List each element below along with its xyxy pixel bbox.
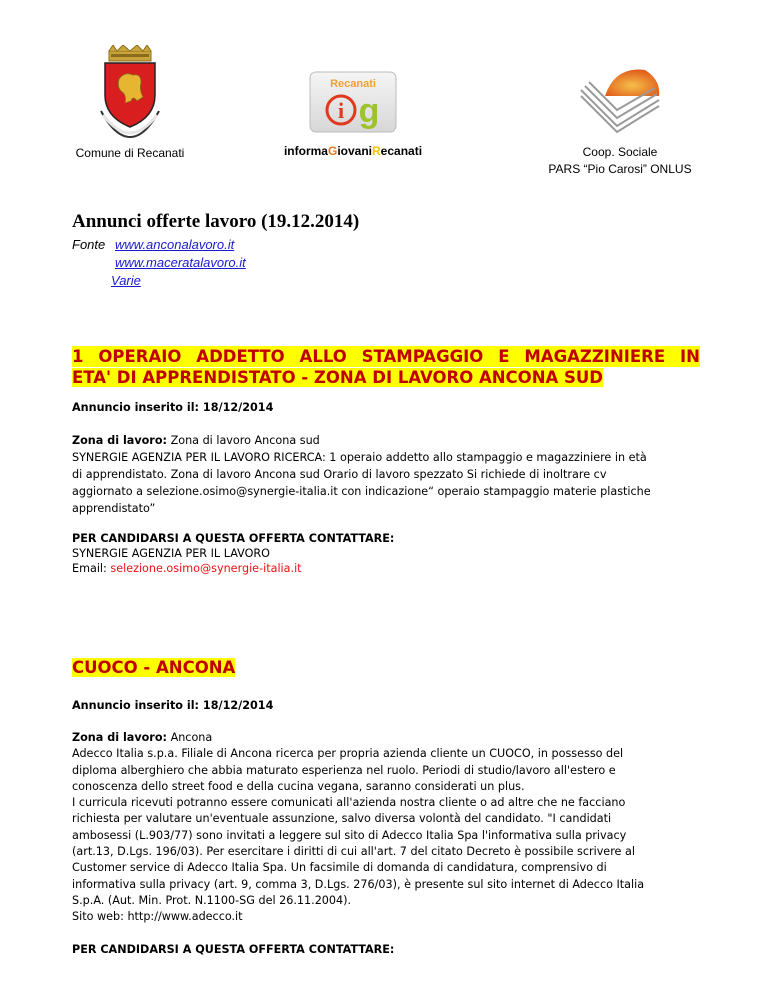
ad-1-contact bbox=[72, 531, 702, 576]
ad-2-body-line: (art.13, D.Lgs. 196/03). Per esercitare i diritti di cui all'art. 7 del citato Decreto è possibile scrivere al bbox=[72, 845, 635, 859]
coop-caption-line2: PARS “Pio Carosi” ONLUS bbox=[548, 162, 692, 176]
caption-part-r: R bbox=[372, 144, 381, 158]
informagiovani-logo-text: Recanati bbox=[330, 78, 376, 90]
coop-caption bbox=[520, 144, 720, 178]
ad-1-body-line: di apprendistato. Zona di lavoro Ancona sud Orario di lavoro spezzato Si richiede di inoltrare cv bbox=[72, 468, 607, 481]
ad-1-heading bbox=[72, 346, 702, 388]
caption-part-g: G bbox=[327, 144, 338, 158]
ad-2-apply-label: PER CANDIDARSI A QUESTA OFFERTA CONTATTARE: bbox=[72, 943, 395, 956]
caption-part-informa: informa bbox=[283, 144, 328, 158]
ad-2-body-line: diploma alberghiero che abbia maturato esperienza nel ruolo. Periodi di studio/lavoro all'estero e bbox=[72, 763, 616, 777]
ad-2-body-line: I curricula ricevuti potranno essere comunicati all'azienda nostra cliente o ad altre che ne facciano bbox=[72, 796, 626, 810]
source-link-anconalavoro[interactable]: www.anconalavoro.it bbox=[115, 237, 235, 252]
ad-1-zone-value: Zona di lavoro Ancona sud bbox=[170, 434, 320, 447]
source-label: Fonte bbox=[72, 237, 106, 252]
informagiovani-logo-icon bbox=[308, 70, 398, 134]
svg-text:g: g bbox=[358, 92, 380, 130]
ad-1-zone bbox=[72, 432, 702, 449]
ad-2-zone-value: Ancona bbox=[170, 731, 213, 744]
ad-1-body-line: SYNERGIE AGENZIA PER IL LAVORO RICERCA: 1 operaio addetto allo stampaggio e magazziniere in età bbox=[72, 451, 647, 464]
ad-1-apply-label: PER CANDIDARSI A QUESTA OFFERTA CONTATTARE: bbox=[72, 532, 395, 545]
coop-logo-icon bbox=[575, 60, 665, 136]
comune-crest-icon bbox=[95, 45, 165, 140]
ad-2-body-line: Sito web: http://www.adecco.it bbox=[72, 910, 243, 924]
ad-2-body-line: richiesta per valutare un'eventuale assunzione, salvo diversa volontà del candidato. "I candidati bbox=[72, 812, 612, 826]
ad-2-body-line: conoscenza dello street food e della cucina vegana, saranno considerati un plus. bbox=[72, 779, 525, 793]
informagiovani-caption bbox=[268, 144, 438, 158]
comune-caption: Comune di Recanati bbox=[75, 146, 185, 160]
ad-1-email-link[interactable]: selezione.osimo@synergie-italia.it bbox=[110, 562, 302, 575]
ad-2-body-line: Customer service di Adecco Italia Spa. Un facsimile di domanda di candidatura, comprensivo di bbox=[72, 861, 607, 875]
caption-part-iovani: iovani bbox=[337, 144, 372, 158]
source-link-varie[interactable]: Varie bbox=[111, 273, 141, 288]
page-title: Annunci offerte lavoro (19.12.2014) bbox=[72, 211, 360, 232]
ad-1-heading-line1: 1 OPERAIO ADDETTO ALLO STAMPAGGIO E MAGAZZINIERE IN bbox=[72, 347, 700, 366]
comune-logo-block bbox=[60, 45, 200, 160]
ad-1-contact-name: SYNERGIE AGENZIA PER IL LAVORO bbox=[72, 547, 270, 560]
ad-1-body-line: apprendistato” bbox=[72, 502, 156, 515]
ad-2-zone bbox=[72, 730, 702, 746]
caption-part-ecanati: ecanati bbox=[380, 144, 423, 158]
source-link-maceratalavoro[interactable]: www.maceratalavoro.it bbox=[115, 255, 246, 270]
ad-2-zone-label: Zona di lavoro: bbox=[72, 731, 167, 744]
ad-1-details bbox=[72, 432, 702, 517]
ad-1-body-line: aggiornato a selezione.osimo@synergie-italia.it con indicazione“ operaio stampaggio materie plastiche bbox=[72, 485, 651, 498]
ad-2-details bbox=[72, 730, 702, 926]
svg-text:i: i bbox=[337, 98, 345, 123]
ad-1 bbox=[72, 346, 702, 388]
ad-1-zone-label: Zona di lavoro: bbox=[72, 434, 167, 447]
source-block bbox=[72, 236, 372, 292]
ad-2-heading bbox=[72, 657, 702, 678]
ad-1-email-label: Email: bbox=[72, 562, 107, 575]
coop-caption-line1: Coop. Sociale bbox=[582, 145, 658, 159]
ad-2-body-line: S.p.A. (Aut. Min. Prot. N.1100-SG del 26.11.2004). bbox=[72, 893, 352, 907]
ad-1-email-row bbox=[72, 561, 702, 576]
informagiovani-logo-block bbox=[268, 70, 438, 158]
ad-1-posted: Annuncio inserito il: 18/12/2014 bbox=[72, 401, 274, 414]
ad-1-heading-line2: ETA' DI APPRENDISTATO - ZONA DI LAVORO ANCONA SUD bbox=[72, 368, 603, 387]
ad-2-body-line: informativa sulla privacy (art. 9, comma 3, D.Lgs. 276/03), è presente sul sito internet di Adecco Italia bbox=[72, 877, 645, 891]
ad-2-heading-line1: CUOCO - ANCONA bbox=[72, 658, 236, 677]
ad-2-body-line: Adecco Italia s.p.a. Filiale di Ancona ricerca per propria azienda cliente un CUOCO, in possesso del bbox=[72, 747, 624, 761]
coop-logo-block bbox=[520, 60, 720, 178]
ad-2-body-line: ambosessi (L.903/77) sono invitati a leggere sul sito di Adecco Italia Spa l'informativa sulla privacy bbox=[72, 828, 627, 842]
ad-2-posted: Annuncio inserito il: 18/12/2014 bbox=[72, 699, 274, 712]
